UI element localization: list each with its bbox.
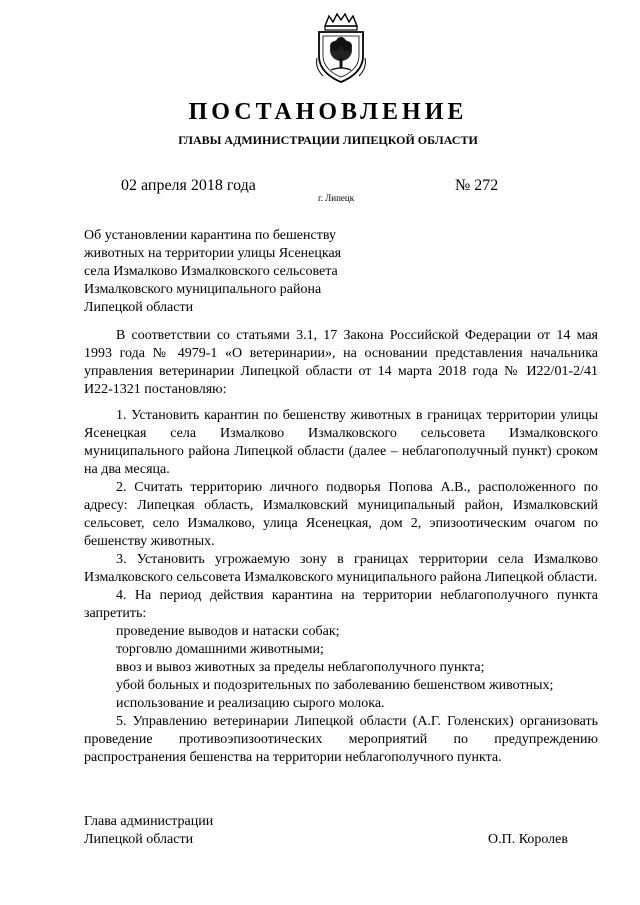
item-2-paragraph: 2. Считать территорию личного подворья Попова А.В., расположенного по адресу: Липецкая область, Измалковский муниципальный район, Измалковский сельсовет, село Измалково, улица Ясенецкая, дом 2, эпизоотическим очагом по бешенству животных.	[84, 480, 598, 549]
signatory-name: О.П. Королев	[488, 832, 568, 847]
heading-line: Измалковского муниципального района	[84, 282, 322, 297]
item-4-paragraph: 4. На период действия карантина на территории неблагополучного пункта запретить:	[84, 588, 598, 621]
item-1-paragraph: 1. Установить карантин по бешенству животных в границах территории улицы Ясенецкая села Измалково Измалковского сельсовета Измалковского муниципального района Липецкой области (далее – неблагополучный пункт) сроком на два месяца.	[84, 408, 598, 477]
preamble-paragraph: В соответствии со статьями 3.1, 17 Закона Российской Федерации от 14 мая 1993 года № 4979-1 «О ветеринарии», на основании представления начальника управления ветеринарии Липецкой области от 14 марта 2018 года № И22/01-2/41 И22-1321 постановляю:	[84, 328, 598, 397]
signature-post-line: Липецкой области	[84, 832, 194, 847]
item-3-paragraph: 3. Установить угрожаемую зону в границах территории села Измалково Измалковского сельсовета Измалковского муниципального района Липецкой области.	[84, 552, 598, 585]
regional-emblem-icon	[313, 12, 369, 84]
item-5-paragraph: 5. Управлению ветеринарии Липецкой области (А.Г. Голенских) организовать проведение противоэпизоотических мероприятий по предупреждению распространения бешенства на территории неблагополучного пункта.	[84, 714, 598, 765]
heading-line: села Измалково Измалковского сельсовета	[84, 264, 338, 279]
prohibition-list-item: убой больных и подозрительных по заболеванию бешенством животных;	[116, 678, 554, 693]
heading-line: животных на территории улицы Ясенецкая	[84, 246, 342, 261]
document-heading	[84, 227, 404, 317]
heading-line: Об установлении карантина по бешенству	[84, 228, 336, 243]
signature-block	[84, 813, 598, 849]
prohibition-list-item: ввоз и вывоз животных за пределы неблагополучного пункта;	[116, 660, 485, 675]
heading-line: Липецкой области	[84, 300, 194, 315]
prohibition-list-item: использование и реализацию сырого молока.	[116, 696, 385, 711]
document-title: ПОСТАНОВЛЕНИЕ	[188, 99, 468, 125]
document-subtitle: ГЛАВЫ АДМИНИСТРАЦИИ ЛИПЕЦКОЙ ОБЛАСТИ	[178, 133, 478, 147]
prohibition-list-item: проведение выводов и натаски собак;	[116, 624, 340, 639]
signature-post-line: Глава администрации	[84, 814, 214, 829]
document-body	[84, 327, 598, 767]
document-number: № 272	[455, 177, 499, 194]
prohibition-list-item: торговлю домашними животными;	[116, 642, 324, 657]
document-date: 02 апреля 2018 года	[121, 177, 256, 194]
document-place: г. Липецк	[318, 193, 355, 203]
